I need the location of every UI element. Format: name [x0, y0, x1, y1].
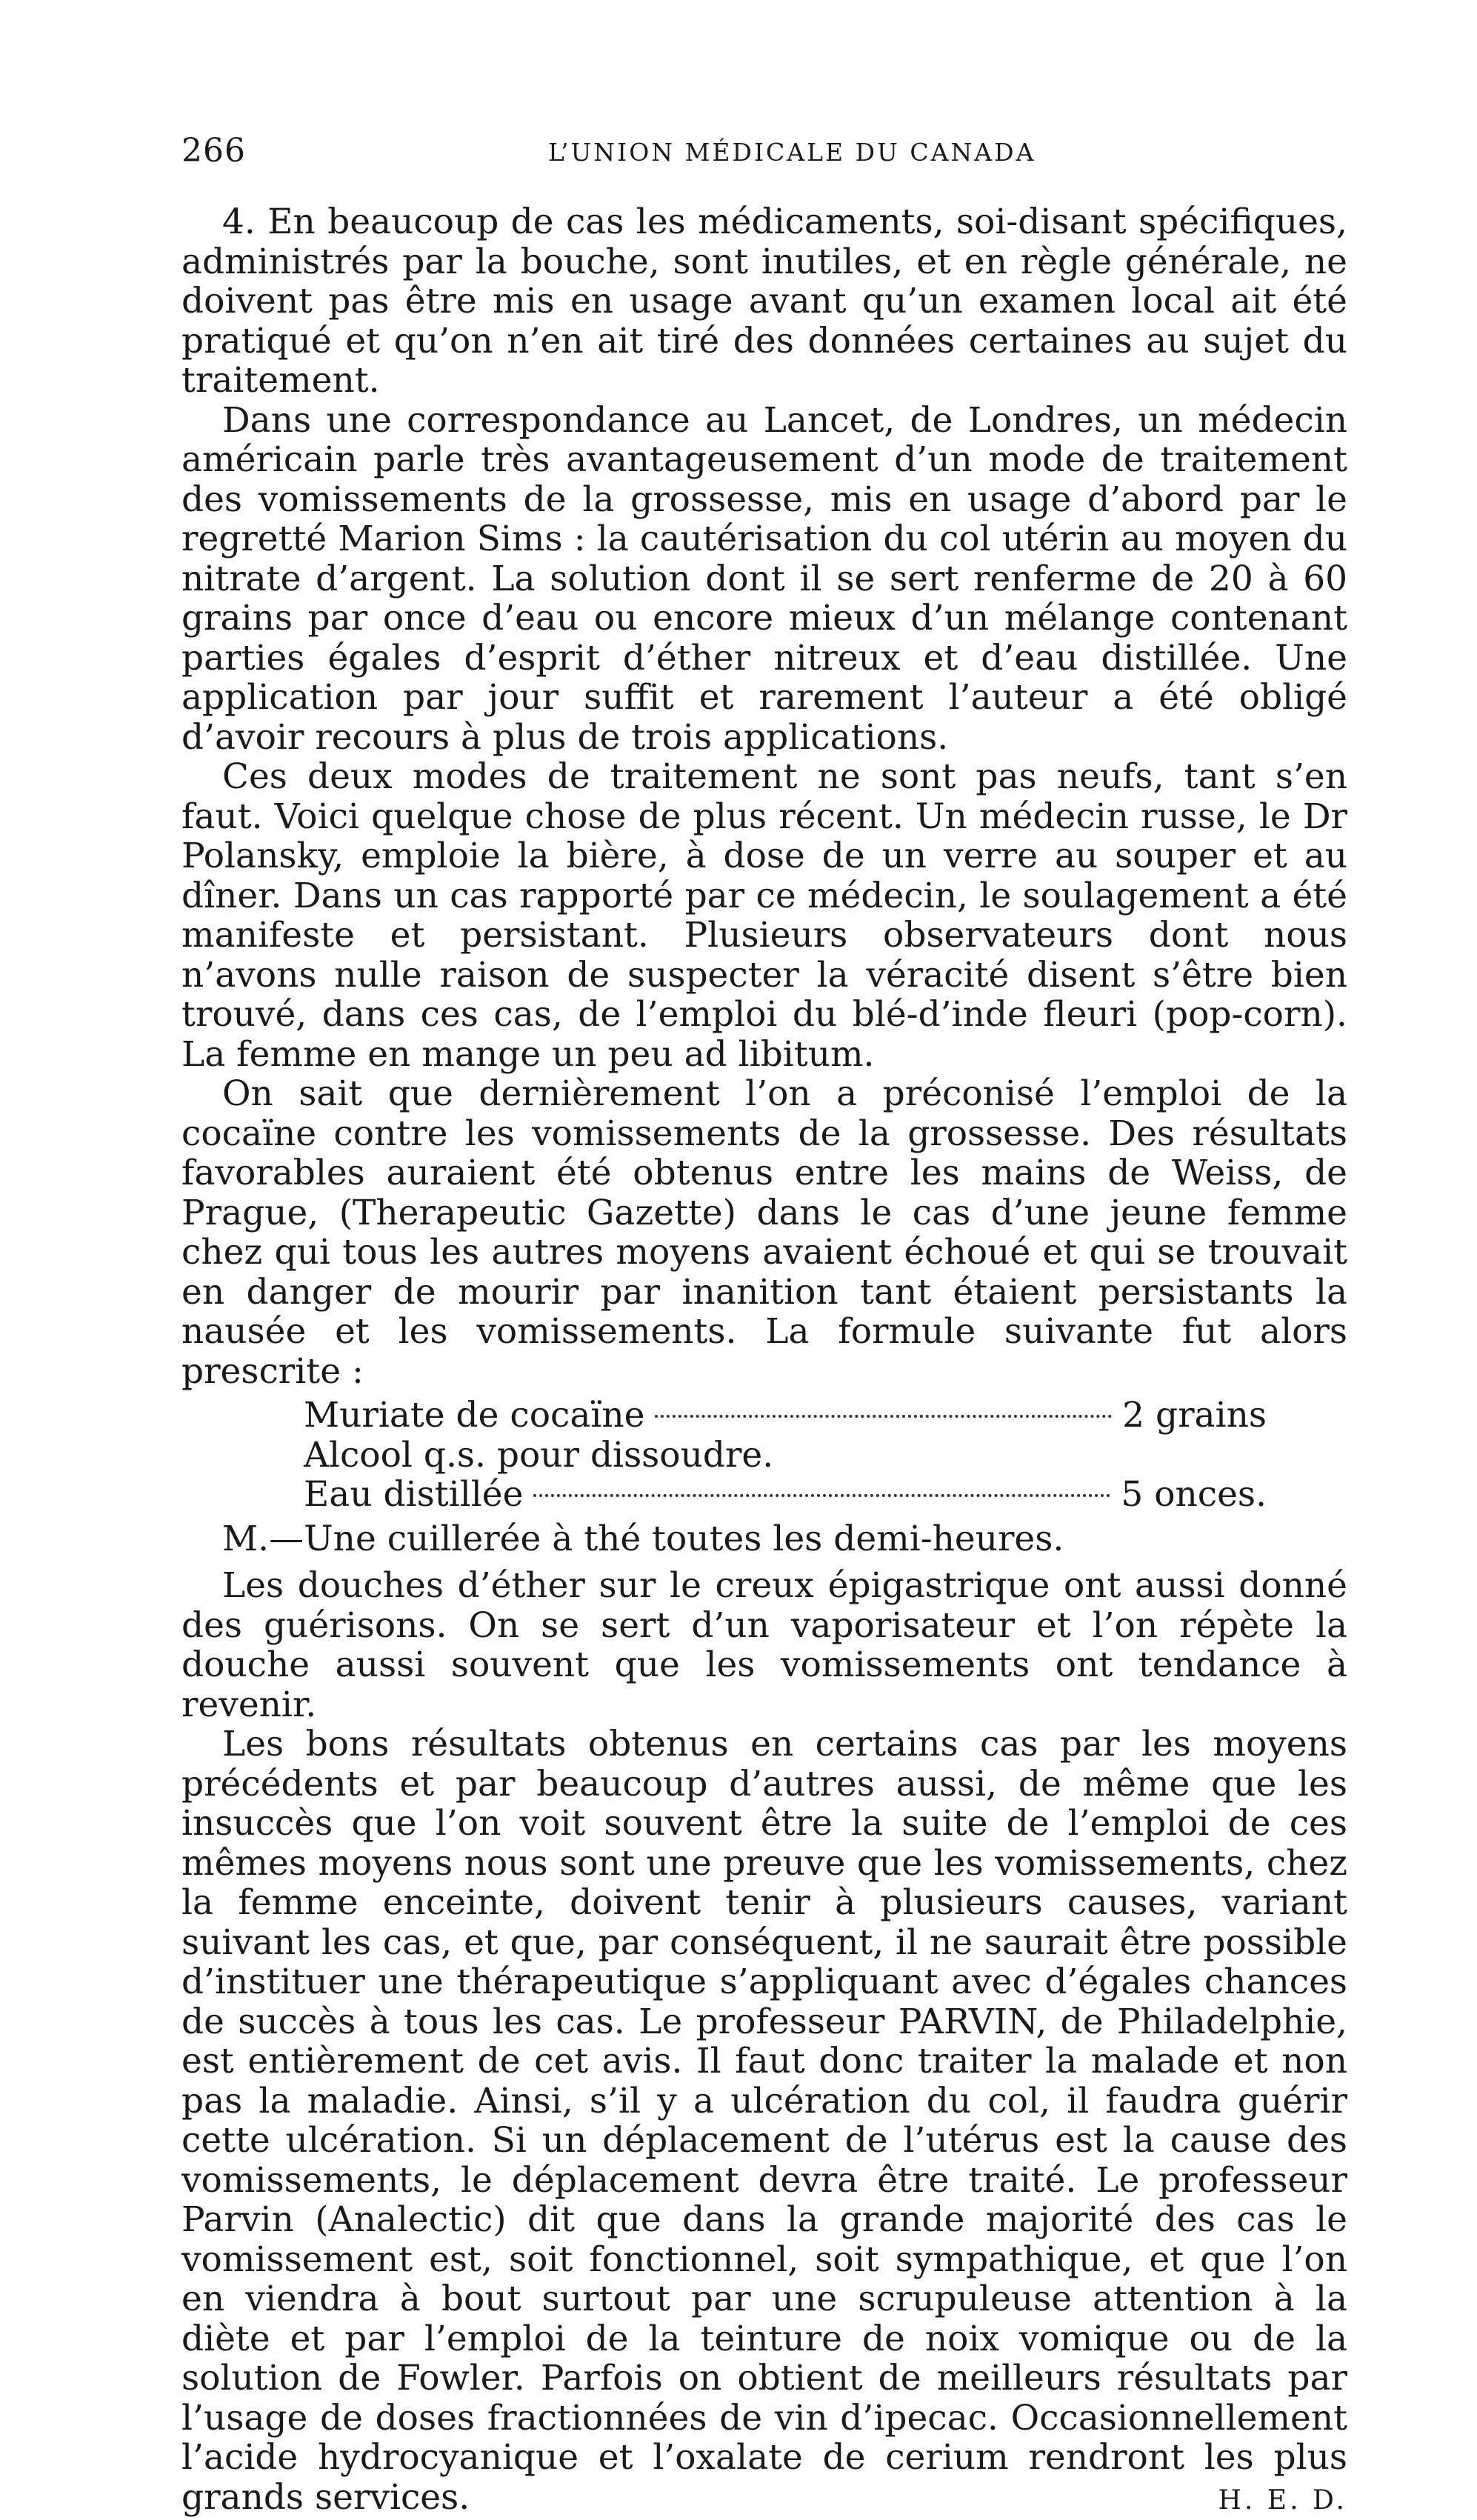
- prescription: [304, 1396, 1267, 1515]
- journal-title: L’UNION MÉDICALE DU CANADA: [548, 138, 1036, 167]
- prescription-line: [304, 1436, 1267, 1476]
- paragraph-6: [181, 1724, 1347, 2517]
- paragraph-4: On sait que dernièrement l’on a préconisé l’emploi de la cocaïne contre les vomissements de la grossesse. Des résultats favorables auraient été obtenus entre les mains de Weiss, de Prague, (Therapeutic Gazette) dans le cas d’une jeune femme chez qui tous les autres moyens avaient échoué et qui se trouvait en danger de mourir par inanition tant étaient persistants la nausée et les vomissements. La formule suivante fut alors prescrite :: [181, 1074, 1347, 1391]
- ingredient-amount: 5 onces.: [1121, 1475, 1267, 1515]
- paragraph-3: Ces deux modes de traitement ne sont pas neufs, tant s’en faut. Voici quelque chose de plus récent. Un médecin russe, le Dr Polansky, emploie la bière, à dose de un verre au souper et au dîner. Dans un cas rapporté par ce médecin, le soulagement a été manifeste et persistant. Plusieurs observateurs dont nous n’avons nulle raison de suspecter la véracité disent s’être bien trouvé, dans ces cas, de l’emploi du blé-d’inde fleuri (pop-corn). La femme en mange un peu ad libitum.: [181, 757, 1347, 1074]
- author-signature: H. E. D.: [1178, 2481, 1347, 2520]
- paragraph-5: Les douches d’éther sur le creux épigastrique ont aussi donné des guérisons. On se sert d’un vaporisateur et l’on répète la douche aussi souvent que les vomissements ont tendance à revenir.: [181, 1566, 1347, 1724]
- ingredient-name: Eau distillée: [304, 1475, 523, 1515]
- ingredient-name: Muriate de cocaïne: [304, 1396, 644, 1436]
- page-number: 266: [181, 132, 246, 170]
- ingredient-amount: 2 grains: [1122, 1396, 1267, 1436]
- prescription-line: [304, 1475, 1267, 1515]
- paragraph-2: Dans une correspondance au Lancet, de Londres, un médecin américain parle très avantageusement d’un mode de traitement des vomissements de la grossesse, mis en usage d’abord par le regretté Marion Sims : la cautérisation du col utérin au moyen du nitrate d’argent. La solution dont il se sert renferme de 20 à 60 grains par once d’eau ou encore mieux d’un mélange contenant parties égales d’esprit d’éther nitreux et d’eau distillée. Une application par jour suffit et rarement l’auteur a été obligé d’avoir recours à plus de trois applications.: [181, 401, 1347, 758]
- running-head: [181, 132, 1347, 176]
- prescription-instruction: M.—Une cuillerée à thé toutes les demi-heures.: [181, 1519, 1347, 1559]
- paragraph-1: 4. En beaucoup de cas les médicaments, soi-disant spécifiques, administrés par la bouche, sont inutiles, et en règle générale, ne doivent pas être mis en usage avant qu’un examen local ait été pratiqué et qu’on n’en ait tiré des données certaines au sujet du traitement.: [181, 202, 1347, 401]
- ingredient-name: Alcool q.s. pour dissoudre.: [304, 1436, 773, 1476]
- dot-leader: [533, 1494, 1110, 1497]
- paragraph-6-text: Les bons résultats obtenus en certains cas par les moyens précédents et par beaucoup d’autres aussi, de même que les insuccès que l’on voit souvent être la suite de l’emploi de ces mêmes moyens nous sont une preuve que les vomissements, chez la femme enceinte, doivent tenir à plusieurs causes, variant suivant les cas, et que, par conséquent, il ne saurait être possible d’instituer une thérapeutique s’appliquant avec d’égales chances de succès à tous les cas. Le professeur PARVIN, de Philadelphie, est entièrement de cet avis. Il faut donc traiter la malade et non pas la maladie. Ainsi, s’il y a ulcération du col, il faudra guérir cette ulcération. Si un déplacement de l’utérus est la cause des vomissements, le déplacement devra être traité. Le professeur Parvin (Analectic) dit que dans la grande majorité des cas le vomissement est, soit fonctionnel, soit sympathique, et que l’on en viendra à bout surtout par une scrupuleuse attention à la diète et par l’emploi de la teinture de noix vomique ou de la solution de Fowler. Parfois on obtient de meilleurs résultats par l’usage de doses fractionnées de vin d’ipecac. Occasionnellement l’acide hydrocyanique et l’oxalate de cerium rendront les plus grands services.: [181, 1724, 1347, 2518]
- article-body: [181, 202, 1347, 2517]
- dot-leader: [655, 1415, 1112, 1418]
- prescription-line: [304, 1396, 1267, 1436]
